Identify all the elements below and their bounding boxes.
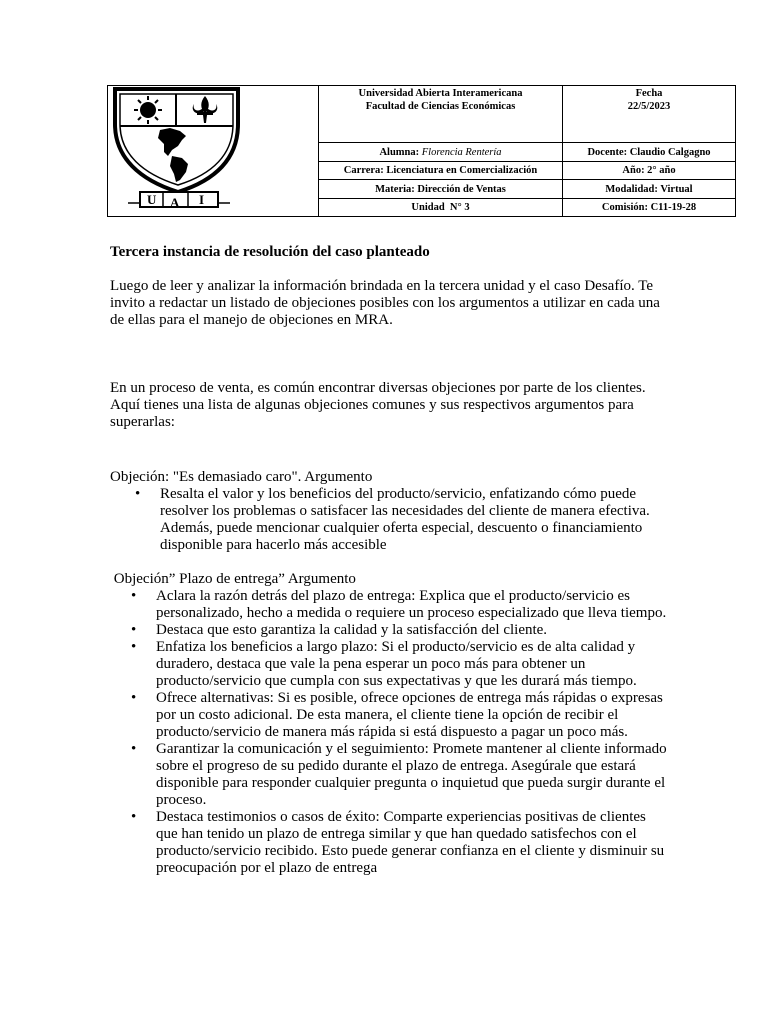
date-value: 22/5/2023 [627, 101, 671, 112]
logo-letter-i: I [199, 192, 205, 207]
bullet-icon: • [131, 588, 137, 604]
logo-letter-a: A [170, 195, 180, 210]
objection-1-list [110, 486, 670, 554]
objection-2-list [110, 588, 670, 877]
bullet-icon: • [131, 690, 137, 706]
institution-cell [319, 86, 563, 143]
context-paragraph: En un proceso de venta, es común encontrar diversas objeciones por parte de los clientes. Aquí tienes una lista de algunas objeciones comunes y sus respectivos argumentos para superarlas: [110, 380, 646, 430]
list-item: • Resalta el valor y los beneficios del producto/servicio, enfatizando cómo puede resolver los problemas o satisfacer las necesidades del cliente de manera efectiva. Además, puede mencionar cualquier oferta especial, descuento o financiamiento disponible para hacerlo más accesible [135, 486, 650, 553]
modality-cell: Modalidad: Virtual [563, 180, 736, 198]
subject-cell: Materia: Dirección de Ventas [319, 180, 563, 198]
uai-crest-logo [108, 86, 318, 212]
commission-cell: Comisión: C11-19-28 [563, 198, 736, 216]
list-item: • Destaca testimonios o casos de éxito: Comparte experiencias positivas de clientes que han tenido un plazo de entrega similar y que han quedado satisfechos con el producto/servicio recibido. Esto puede generar confianza en el cliente y disminuir su preocupación por el plazo de entrega [131, 809, 665, 876]
date-label: Fecha [635, 88, 663, 99]
student-cell [319, 142, 563, 161]
bullet-icon: • [131, 622, 137, 638]
logo-letter-u: U [147, 192, 157, 207]
teacher-cell: Docente: Claudio Calgagno [563, 142, 736, 161]
bullet-icon: • [131, 639, 137, 655]
list-item: • Enfatiza los beneficios a largo plazo: Si el producto/servicio es de alta calidad y duradero, destaca que vale la pena esperar un poco más para obtener un producto/servicio que cumpla con sus expectativas y que les durará más tiempo. [131, 639, 637, 689]
objection-2-heading: Objeción” Plazo de entrega” Argumento [110, 571, 356, 587]
faculty-name: Facultad de Ciencias Económicas [365, 101, 516, 112]
objection-1-heading: Objeción: "Es demasiado caro". Argumento [110, 469, 373, 485]
list-item: • Aclara la razón detrás del plazo de entrega: Explica que el producto/servicio es personalizado, hecho a medida o requiere un proceso especializado que lleva tiempo. [131, 588, 667, 621]
list-item: • Garantizar la comunicación y el seguimiento: Promete mantener al cliente informado sobre el progreso de su pedido durante el plazo de entrega. Asegúrale que estará disponible para responder cualquier pregunta o inquietud que pueda surgir durante el proceso. [131, 741, 667, 808]
university-name: Universidad Abierta Interamericana [358, 88, 523, 99]
logo-cell [108, 86, 319, 217]
student-label: Alumna: [379, 146, 420, 158]
student-name: Florencia Rentería [421, 146, 502, 158]
career-cell: Carrera: Licenciatura en Comercialización [319, 162, 563, 180]
bullet-icon: • [131, 741, 137, 757]
bullet-icon: • [135, 486, 141, 502]
unit-cell: Unidad N° 3 [319, 198, 563, 216]
list-item: • Ofrece alternativas: Si es posible, ofrece opciones de entrega más rápidas o expresas por un costo adicional. De esta manera, el cliente tiene la opción de recibir el producto/servicio de manera más rápida si está dispuesto a pagar un poco más. [131, 690, 663, 740]
intro-paragraph: Luego de leer y analizar la información brindada en la tercera unidad y el caso Desafío. Te invito a redactar un listado de objeciones posibles con los argumentos a utilizar en cada una de ellas para el manejo de objeciones en MRA. [110, 278, 660, 328]
bullet-icon: • [131, 809, 137, 825]
document-body [110, 244, 670, 877]
year-cell: Año: 2° año [563, 162, 736, 180]
header-table [107, 85, 736, 217]
list-item: • Destaca que esto garantiza la calidad y la satisfacción del cliente. [131, 622, 548, 638]
document-title: Tercera instancia de resolución del caso planteado [110, 244, 430, 260]
date-cell [563, 86, 736, 143]
